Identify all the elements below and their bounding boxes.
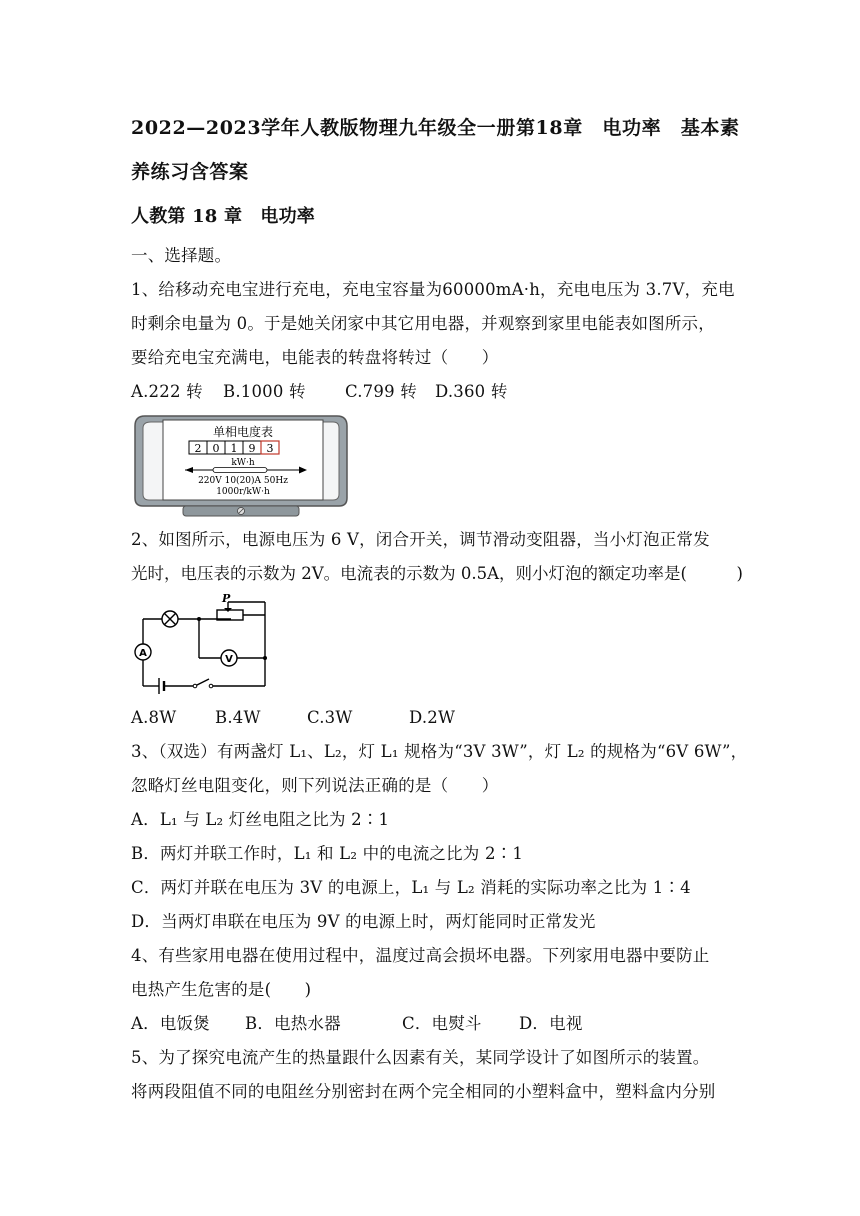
chapter-heading: 人教第 18 章 电功率 (131, 206, 315, 227)
circuit-voltmeter-label: V (225, 654, 233, 665)
electric-meter-drawing (133, 414, 349, 518)
q4-option-d: D．电视 (519, 1014, 583, 1033)
circuit-ammeter-label: A (139, 648, 147, 659)
q1-line-1: 1、给移动充电宝进行充电，充电宝容量为60000mA·h，充电电压为 3.7V，充电 (131, 280, 735, 299)
meter-digit-3: 1 (230, 442, 238, 455)
q4-option-c: C．电熨斗 (402, 1014, 482, 1033)
document-title-line-2: 养练习含答案 (131, 161, 249, 183)
q3-line-2: 忽略灯丝电阻变化，则下列说法正确的是（ ） (131, 776, 499, 795)
meter-unit: kW·h (231, 458, 255, 468)
q1-line-2: 时剩余电量为 0。于是她关闭家中其它用电器，并观察到家里电能表如图所示， (131, 314, 715, 333)
q2-option-a: A.8W (131, 708, 177, 727)
q4-option-a: A．电饭煲 (131, 1014, 210, 1033)
q4-options (131, 1012, 741, 1036)
meter-digit-1: 2 (194, 442, 202, 455)
q1-options (131, 380, 741, 404)
q2-line-2: 光时，电压表的示数为 2V。电流表的示数为 0.5A，则小灯泡的额定功率是( ) (131, 564, 743, 583)
meter-digit-2: 0 (212, 442, 220, 455)
q1-option-b: B.1000 转 (223, 382, 306, 401)
q2-option-c: C.3W (307, 708, 353, 727)
meter-title: 单相电度表 (212, 425, 274, 439)
meter-digit-boxes (189, 441, 279, 455)
q2-options (131, 706, 741, 730)
q1-option-d: D.360 转 (435, 382, 508, 401)
q3-option-d: D．当两灯串联在电压为 9V 的电源上时，两灯能同时正常发光 (131, 912, 596, 931)
circuit-diagram-drawing (131, 594, 271, 694)
q2-line-1: 2、如图所示，电源电压为 6 V，闭合开关，调节滑动变阻器，当小灯泡正常发 (131, 530, 710, 549)
document-title-line-1: 2022—2023学年人教版物理九年级全一册第18章 电功率 基本素 (131, 117, 740, 139)
q1-line-3: 要给充电宝充满电，电能表的转盘将转过（ ） (131, 348, 499, 367)
q5-line-1: 5、为了探究电流产生的热量跟什么因素有关，某同学设计了如图所示的装置。 (131, 1048, 710, 1067)
q1-option-a: A.222 转 (131, 382, 203, 401)
q4-option-b: B．电热水器 (245, 1014, 341, 1033)
section-heading: 一、选择题。 (131, 246, 232, 265)
electric-meter-figure (133, 414, 349, 518)
q3-option-a: A．L₁ 与 L₂ 灯丝电阻之比为 2∶1 (131, 810, 390, 829)
meter-digit-4: 9 (248, 442, 256, 455)
q4-line-1: 4、有些家用电器在使用过程中，温度过高会损坏电器。下列家用电器中要防止 (131, 946, 710, 965)
q3-line-1: 3、（双选）有两盏灯 L₁、L₂，灯 L₁ 规格为“3V 3W”，灯 L₂ 的规格为“6V 6W”， (131, 742, 748, 761)
q5-line-2: 将两段阻值不同的电阻丝分别密封在两个完全相同的小塑料盒中，塑料盒内分别 (131, 1082, 716, 1101)
q3-option-c: C．两灯并联在电压为 3V 的电源上，L₁ 与 L₂ 消耗的实际功率之比为 1∶4 (131, 878, 691, 897)
q1-option-c: C.799 转 (345, 382, 417, 401)
circuit-slider-label: P (222, 594, 231, 605)
meter-rating: 220V 10(20)A 50Hz (198, 476, 288, 486)
q3-option-b: B．两灯并联工作时，L₁ 和 L₂ 中的电流之比为 2∶1 (131, 844, 524, 863)
q2-option-d: D.2W (409, 708, 456, 727)
q2-option-b: B.4W (215, 708, 261, 727)
circuit-diagram-figure (131, 594, 271, 694)
meter-digit-5: 3 (266, 442, 274, 455)
q4-line-2: 电热产生危害的是( ) (131, 980, 312, 999)
meter-constant: 1000r/kW·h (216, 487, 270, 497)
